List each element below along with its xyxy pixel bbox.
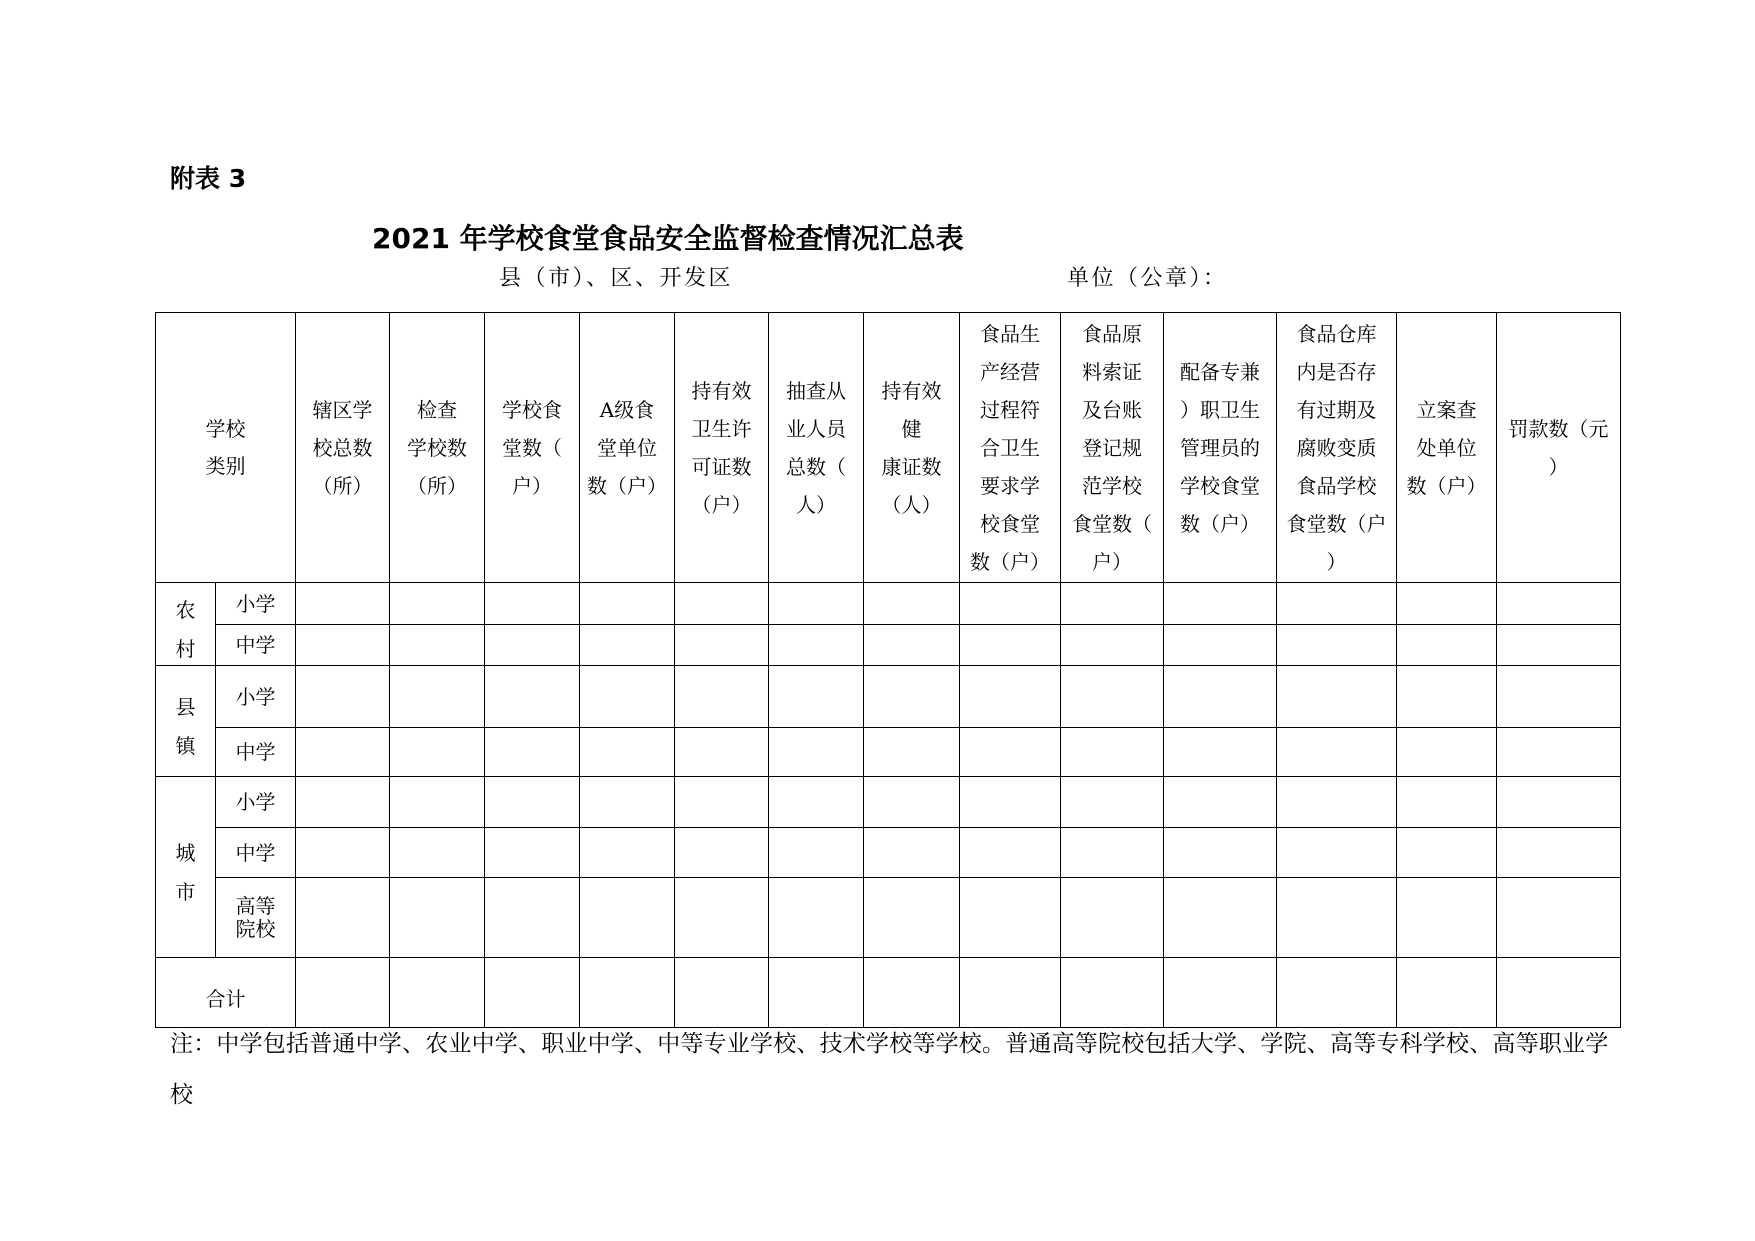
data-cell bbox=[580, 666, 675, 728]
data-cell bbox=[769, 828, 864, 878]
column-header-label: 学校食 堂数（ 户） bbox=[502, 397, 562, 498]
column-header-label: 辖区学 校总数 （所） bbox=[312, 397, 373, 498]
footnote: 注：中学包括普通中学、农业中学、职业中学、中等专业学校、技术学校等学校。普通高等院校包括大学、学院、高等专科学校、高等职业学校 bbox=[170, 1031, 1609, 1108]
row-label-cell bbox=[216, 828, 296, 878]
data-cell bbox=[1164, 828, 1277, 878]
data-cell bbox=[960, 828, 1061, 878]
table-row bbox=[156, 666, 1621, 728]
data-cell bbox=[675, 728, 769, 777]
data-cell bbox=[769, 958, 864, 1028]
data-cell bbox=[675, 666, 769, 728]
row-label: 小学 bbox=[235, 591, 276, 616]
data-cell bbox=[296, 777, 390, 828]
data-cell bbox=[960, 625, 1061, 666]
data-cell bbox=[675, 777, 769, 828]
appendix-label: 附表 3 bbox=[170, 164, 247, 193]
group-label-cell bbox=[156, 583, 216, 666]
data-cell bbox=[1164, 878, 1277, 958]
column-header-label: 食品生 产经营 过程符 合卫生 要求学 校食堂 数（户） bbox=[970, 321, 1050, 574]
column-header-label: 立案查 处单位 数（户） bbox=[1406, 397, 1487, 498]
data-cell bbox=[390, 625, 485, 666]
data-cell bbox=[485, 666, 580, 728]
data-cell bbox=[296, 828, 390, 878]
table-row bbox=[156, 728, 1621, 777]
data-cell bbox=[1277, 583, 1397, 625]
data-cell bbox=[1497, 625, 1621, 666]
sampled-staff-header bbox=[769, 313, 864, 583]
unit-seal-label: 单位（公章）： bbox=[1067, 266, 1228, 291]
data-cell bbox=[390, 828, 485, 878]
table-row bbox=[156, 583, 1621, 625]
data-cell bbox=[390, 777, 485, 828]
data-cell bbox=[1061, 583, 1164, 625]
data-cell bbox=[1277, 958, 1397, 1028]
group-label-city: 城市 bbox=[175, 841, 196, 904]
table-row bbox=[156, 878, 1621, 958]
data-cell bbox=[864, 625, 960, 666]
row-label-cell bbox=[216, 777, 296, 828]
total-row bbox=[156, 958, 1621, 1028]
data-cell bbox=[580, 878, 675, 958]
data-cell bbox=[390, 878, 485, 958]
column-header-label: 持有效 卫生许 可证数 （户） bbox=[691, 378, 752, 517]
data-cell bbox=[1497, 583, 1621, 625]
data-cell bbox=[580, 828, 675, 878]
data-cell bbox=[1061, 828, 1164, 878]
data-cell bbox=[580, 728, 675, 777]
data-cell bbox=[1164, 777, 1277, 828]
row-label-cell bbox=[216, 728, 296, 777]
data-cell bbox=[769, 583, 864, 625]
cases-filed-units-header bbox=[1397, 313, 1497, 583]
region-field-label: 县（市）、区、开发区 bbox=[499, 266, 734, 291]
data-cell bbox=[960, 666, 1061, 728]
data-cell bbox=[769, 728, 864, 777]
total-label: 合计 bbox=[205, 986, 246, 1011]
data-cell bbox=[1497, 958, 1621, 1028]
data-cell bbox=[1277, 777, 1397, 828]
data-cell bbox=[1061, 625, 1164, 666]
school-canteens-header bbox=[485, 313, 580, 583]
data-cell bbox=[485, 828, 580, 878]
data-cell bbox=[485, 583, 580, 625]
data-cell bbox=[1164, 958, 1277, 1028]
data-cell bbox=[675, 878, 769, 958]
data-cell bbox=[1497, 666, 1621, 728]
row-label: 高等院校 bbox=[235, 893, 276, 941]
data-cell bbox=[960, 878, 1061, 958]
table-header bbox=[156, 313, 1621, 583]
data-cell bbox=[1497, 777, 1621, 828]
data-cell bbox=[675, 828, 769, 878]
data-cell bbox=[485, 878, 580, 958]
data-cell bbox=[296, 583, 390, 625]
column-header-label: 检查 学校数 （所） bbox=[407, 397, 467, 498]
data-cell bbox=[390, 958, 485, 1028]
column-header-label: 抽查从 业人员 总数（ 人） bbox=[786, 378, 846, 517]
column-header-label: 罚款数（元 ） bbox=[1508, 416, 1609, 479]
data-cell bbox=[1397, 958, 1497, 1028]
data-cell bbox=[1061, 958, 1164, 1028]
row-label: 小学 bbox=[235, 684, 276, 709]
fines-amount-header bbox=[1497, 313, 1621, 583]
data-cell bbox=[960, 777, 1061, 828]
column-header-label: 配备专兼 ）职卫生 管理员的 学校食堂 数（户） bbox=[1180, 359, 1260, 536]
data-cell bbox=[580, 625, 675, 666]
data-cell bbox=[675, 583, 769, 625]
row-label-cell bbox=[216, 878, 296, 958]
data-cell bbox=[1164, 625, 1277, 666]
valid-hygiene-license-header bbox=[675, 313, 769, 583]
data-cell bbox=[1164, 583, 1277, 625]
column-header-label: 食品仓库 内是否存 有过期及 腐败变质 食品学校 食堂数（户 ） bbox=[1286, 321, 1387, 574]
data-cell bbox=[1497, 728, 1621, 777]
hygiene-manager-canteens-header bbox=[1164, 313, 1277, 583]
inspection-summary-table bbox=[155, 312, 1621, 1028]
expired-food-canteens-header bbox=[1277, 313, 1397, 583]
data-cell bbox=[1497, 828, 1621, 878]
data-cell bbox=[1277, 666, 1397, 728]
school-category-header bbox=[156, 313, 296, 583]
row-label: 中学 bbox=[235, 840, 276, 865]
row-label-cell bbox=[216, 625, 296, 666]
data-cell bbox=[485, 958, 580, 1028]
total-label-cell bbox=[156, 958, 296, 1028]
data-cell bbox=[485, 625, 580, 666]
data-cell bbox=[960, 583, 1061, 625]
row-label: 小学 bbox=[235, 790, 276, 814]
data-cell bbox=[485, 777, 580, 828]
data-cell bbox=[1397, 583, 1497, 625]
group-label-county-town: 县镇 bbox=[175, 695, 196, 758]
hygiene-compliant-canteens-header bbox=[960, 313, 1061, 583]
table-body bbox=[156, 583, 1621, 1028]
data-cell bbox=[864, 958, 960, 1028]
data-cell bbox=[1164, 666, 1277, 728]
header-row bbox=[156, 313, 1621, 583]
table-row bbox=[156, 828, 1621, 878]
row-label: 中学 bbox=[235, 633, 276, 657]
data-cell bbox=[1397, 625, 1497, 666]
column-header-label: A级食 堂单位 数（户） bbox=[587, 397, 667, 498]
data-cell bbox=[296, 666, 390, 728]
data-cell bbox=[580, 958, 675, 1028]
data-cell bbox=[1277, 828, 1397, 878]
group-label-rural: 农村 bbox=[175, 598, 196, 661]
data-cell bbox=[1061, 777, 1164, 828]
data-cell bbox=[769, 666, 864, 728]
row-label-cell bbox=[216, 666, 296, 728]
data-cell bbox=[1277, 625, 1397, 666]
data-cell bbox=[1397, 828, 1497, 878]
table-row bbox=[156, 625, 1621, 666]
table-row bbox=[156, 777, 1621, 828]
group-label-cell bbox=[156, 666, 216, 777]
inspected-schools-header bbox=[390, 313, 485, 583]
data-cell bbox=[864, 878, 960, 958]
data-cell bbox=[675, 625, 769, 666]
row-label: 中学 bbox=[235, 740, 276, 764]
data-cell bbox=[960, 728, 1061, 777]
data-cell bbox=[769, 878, 864, 958]
grade-a-canteens-header bbox=[580, 313, 675, 583]
column-header-label: 食品原 料索证 及台账 登记规 范学校 食堂数（ 户） bbox=[1072, 321, 1152, 574]
column-header-label: 持有效 健 康证数 （人） bbox=[881, 378, 942, 517]
data-cell bbox=[580, 777, 675, 828]
data-cell bbox=[1061, 728, 1164, 777]
data-cell bbox=[864, 728, 960, 777]
data-cell bbox=[390, 728, 485, 777]
data-cell bbox=[864, 666, 960, 728]
data-cell bbox=[769, 625, 864, 666]
data-cell bbox=[296, 878, 390, 958]
data-cell bbox=[1061, 878, 1164, 958]
data-cell bbox=[769, 777, 864, 828]
data-cell bbox=[864, 777, 960, 828]
data-cell bbox=[960, 958, 1061, 1028]
data-cell bbox=[864, 583, 960, 625]
data-cell bbox=[296, 958, 390, 1028]
data-cell bbox=[580, 583, 675, 625]
data-cell bbox=[1397, 666, 1497, 728]
valid-health-certificate-header bbox=[864, 313, 960, 583]
data-cell bbox=[485, 728, 580, 777]
data-cell bbox=[296, 625, 390, 666]
data-cell bbox=[390, 583, 485, 625]
district-total-schools-header bbox=[296, 313, 390, 583]
data-cell bbox=[296, 728, 390, 777]
school-category-label: 学校类别 bbox=[205, 416, 246, 478]
data-cell bbox=[1277, 728, 1397, 777]
data-cell bbox=[1277, 878, 1397, 958]
raw-material-records-header bbox=[1061, 313, 1164, 583]
data-cell bbox=[1497, 878, 1621, 958]
data-cell bbox=[1061, 666, 1164, 728]
document-title: 2021 年学校食堂食品安全监督检查情况汇总表 bbox=[372, 222, 964, 255]
data-cell bbox=[675, 958, 769, 1028]
data-cell bbox=[1164, 728, 1277, 777]
data-cell bbox=[390, 666, 485, 728]
row-label-cell bbox=[216, 583, 296, 625]
data-cell bbox=[864, 828, 960, 878]
data-cell bbox=[1397, 777, 1497, 828]
group-label-cell bbox=[156, 777, 216, 958]
data-cell bbox=[1397, 878, 1497, 958]
data-cell bbox=[1397, 728, 1497, 777]
